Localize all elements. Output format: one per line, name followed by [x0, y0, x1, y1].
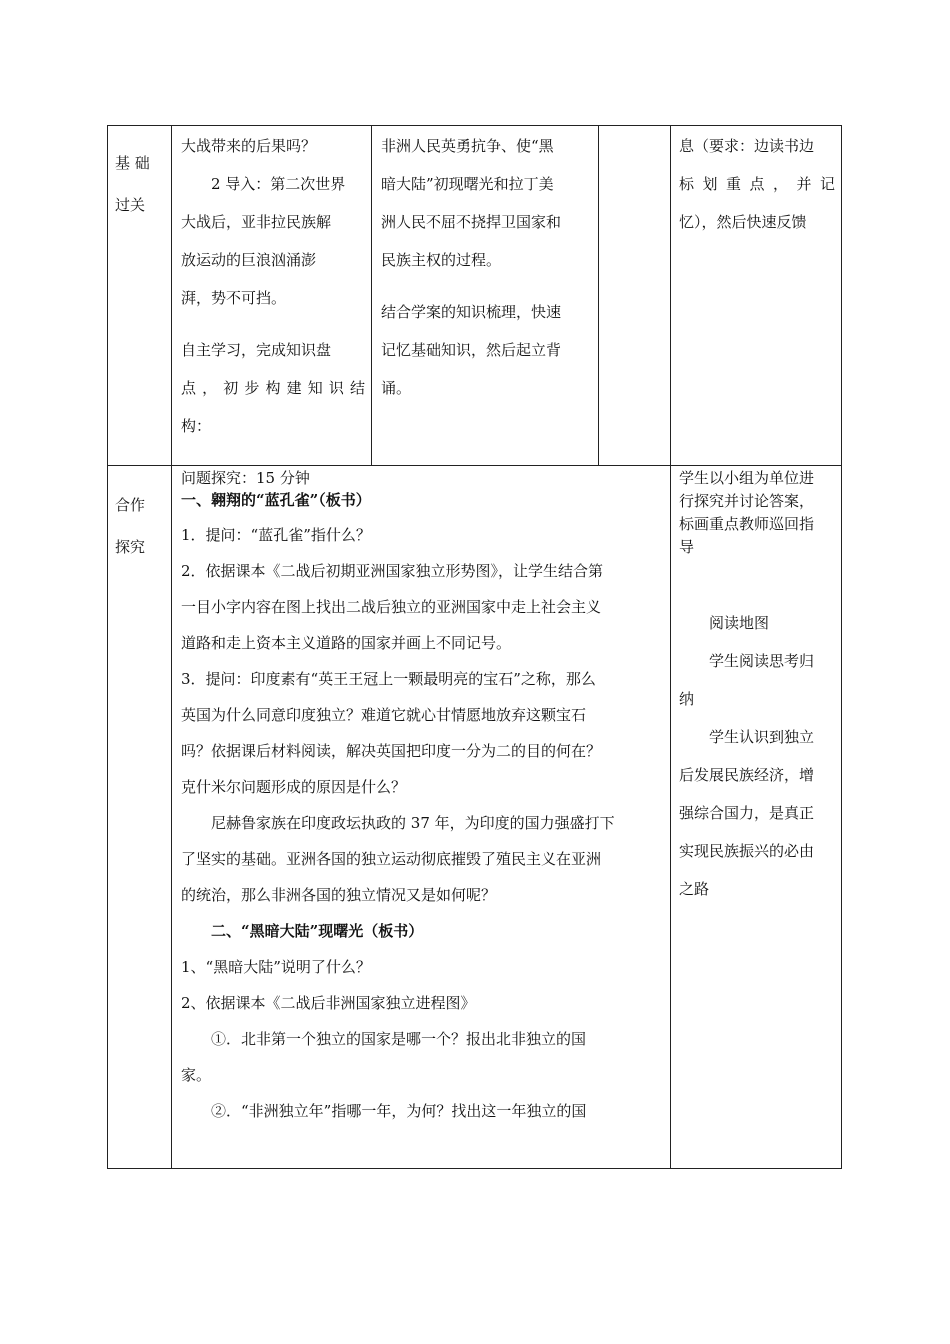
col-divider-1 — [171, 125, 172, 1169]
know-line: 实现民族振兴的必由 — [679, 842, 815, 860]
group-work-line: 标画重点教师巡回指 — [679, 515, 815, 533]
row1-col5-line: 息（要求：边读书边 — [679, 137, 815, 155]
africa-subquestion-1-line: ①．北非第一个独立的国家是哪一个？报出北非独立的国 — [211, 1030, 587, 1048]
group-work-line: 导 — [679, 538, 695, 556]
question-3-line: 英国为什么同意印度独立？难道它就心甘情愿地放弃这颗宝石 — [181, 706, 587, 724]
africa-subquestion-1-line: 家。 — [181, 1066, 212, 1084]
row2-inquiry-cell — [181, 467, 665, 1129]
row1-col2-line: 湃，势不可挡。 — [181, 289, 287, 307]
row1-label-line-2: 过关 — [115, 196, 146, 214]
row1-col2-line: 大战带来的后果吗？ — [181, 137, 317, 155]
row2-label-line-2: 探究 — [115, 538, 146, 556]
row1-col2-line: 自主学习，完成知识盘 — [181, 341, 332, 359]
row1-col5-line: 标 划 重 点 ， 并 记 — [679, 175, 835, 193]
row1-col2-line: 构： — [181, 417, 212, 435]
row2-student-activity-cell — [679, 467, 835, 908]
col-divider-3 — [598, 125, 599, 465]
know-line: 强综合国力，是真正 — [679, 804, 815, 822]
row1-label — [115, 142, 167, 226]
paragraph-line: 的统治，那么非洲各国的独立情况又是如何呢？ — [181, 886, 497, 904]
row1-col3-line: 诵。 — [381, 379, 412, 397]
africa-question-1: 1、“黑暗大陆”说明了什么？ — [181, 958, 371, 976]
question-2-line: 2．依据课本《二战后初期亚洲国家独立形势图》，让学生结合第 — [181, 562, 604, 580]
row1-col3-line: 洲人民不屈不挠捍卫国家和 — [381, 213, 562, 231]
africa-question-2: 2、依据课本《二战后非洲国家独立进程图》 — [181, 994, 476, 1012]
question-3-line: 克什米尔问题形成的原因是什么？ — [181, 778, 407, 796]
question-3-line: 3．提问：印度素有“英王王冠上一颗最明亮的宝石”之称，那么 — [181, 670, 596, 688]
row1-col2-line: 大战后，亚非拉民族解 — [181, 213, 332, 231]
row1-col3-line: 民族主权的过程。 — [381, 251, 502, 269]
paragraph-line: 尼赫鲁家族在印度政坛执政的 37 年，为印度的国力强盛打下 — [211, 814, 615, 832]
know-line: 学生认识到独立 — [709, 728, 815, 746]
know-line: 之路 — [679, 880, 710, 898]
group-work-line: 学生以小组为单位进 — [679, 469, 815, 487]
question-2-line: 道路和走上资本主义道路的国家并画上不同记号。 — [181, 634, 512, 652]
row1-col2-line: 点，初步构建知识结 — [181, 379, 365, 397]
row1-col3-line: 结合学案的知识梳理，快速 — [381, 303, 562, 321]
read-map: 阅读地图 — [709, 614, 770, 632]
inquiry-intro: 问题探究：15 分钟 — [181, 469, 310, 487]
row2-label-line-1: 合作 — [115, 496, 146, 514]
question-1: 1．提问：“蓝孔雀”指什么？ — [181, 526, 371, 544]
think-line: 学生阅读思考归 — [709, 652, 815, 670]
question-3-line: 吗？依据课后材料阅读，解决英国把印度一分为二的目的何在？ — [181, 742, 602, 760]
row1-goal-cell — [381, 127, 593, 407]
row1-col2-line: 放运动的巨浪汹涌澎 — [181, 251, 317, 269]
inquiry-heading-1: 一、翱翔的“蓝孔雀”（板书） — [181, 491, 371, 509]
group-work-line: 行探究并讨论答案， — [679, 492, 815, 510]
inquiry-heading-2: 二、“黑暗大陆”现曙光（板书） — [211, 922, 424, 940]
africa-subquestion-2: ②．“非洲独立年”指哪一年，为何？找出这一年独立的国 — [211, 1102, 587, 1120]
question-2-line: 一目小字内容在图上找出二战后独立的亚洲国家中走上社会主义 — [181, 598, 602, 616]
paragraph-line: 了坚实的基础。亚洲各国的独立运动彻底摧毁了殖民主义在亚洲 — [181, 850, 602, 868]
row1-col3-line: 非洲人民英勇抗争、使“黑 — [381, 137, 554, 155]
row2-label — [115, 484, 167, 568]
col-divider-2 — [371, 125, 372, 465]
row1-activity-cell — [679, 127, 835, 241]
row1-col5-line: 忆），然后快速反馈 — [679, 213, 807, 231]
row1-col3-line: 记忆基础知识，然后起立背 — [381, 341, 562, 359]
row1-col2-line: 2 导入：第二次世界 — [211, 175, 346, 193]
col-divider-4 — [670, 125, 671, 1169]
row1-intro-cell — [181, 127, 365, 445]
row1-label-line-1: 基 础 — [115, 154, 150, 172]
think-line: 纳 — [679, 690, 695, 708]
know-line: 后发展民族经济，增 — [679, 766, 815, 784]
row1-col3-line: 暗大陆”初现曙光和拉丁美 — [381, 175, 554, 193]
